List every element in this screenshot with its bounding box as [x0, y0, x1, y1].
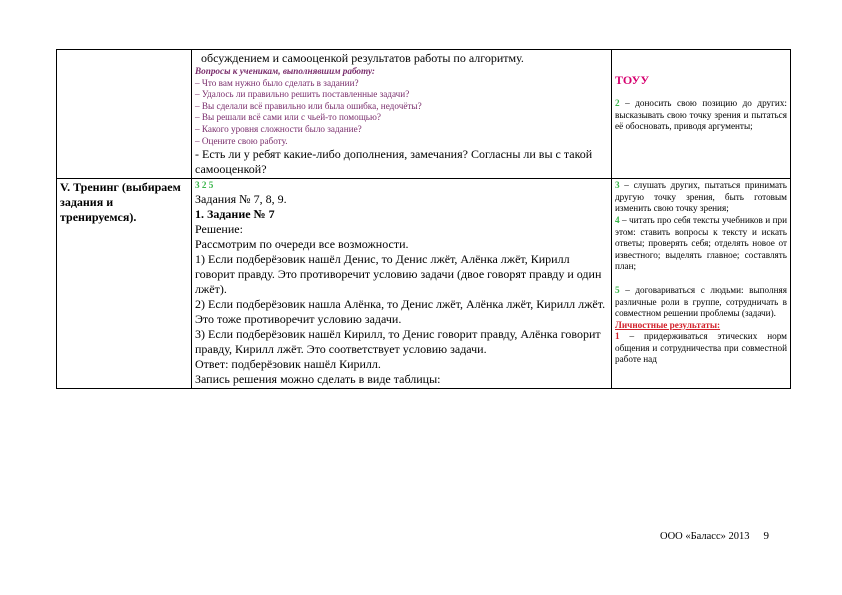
skill-text: – читать про себя тексты учебников и при этом: ставить вопросы к тексту и искать ответы; проверять себя; отделять новое от известного; выделять главное; составлять план; [615, 214, 787, 272]
main-line: обсуждением и самооценкой результатов работы по алгоритму. [201, 51, 524, 65]
solution-line: 1) Если подберёзовик нашёл Денис, то Денис лжёт, Алёнка лжёт, Кирилл говорит правду. Это противоречит условию задачи (двое говорят правду и один лжёт). [195, 251, 602, 296]
skill-item [615, 98, 787, 133]
skill-number: 5 [615, 284, 620, 295]
solution-line: Рассмотрим по очереди все возможности. [195, 236, 409, 251]
skill-number: 3 [615, 180, 620, 191]
table-row [57, 50, 791, 179]
question-item: – Какого уровня сложности было задание? [195, 123, 362, 134]
page-footer [660, 530, 769, 542]
questions-list [195, 78, 608, 148]
skills-heading: ТОУУ [615, 73, 650, 87]
questions-heading: Вопросы к ученикам, выполнявшим работу: [195, 66, 375, 76]
lesson-table [56, 49, 791, 389]
task-title: 1. Задание № 7 [195, 206, 275, 221]
table-row [57, 179, 791, 389]
solution-line: 3) Если подберёзовик нашёл Кирилл, то Денис говорит правду, Алёнка говорит правду, Кирилл лжёт. Это соответствует условию задачи. [195, 326, 601, 356]
skill-text: – слушать других, пытаться принимать другую точку зрения, быть готовым изменить свою точку зрения; [615, 180, 787, 214]
stage-cell-empty [57, 50, 192, 179]
page-number: 9 [763, 530, 770, 542]
personal-heading: Личностные результаты: [615, 319, 721, 330]
solution-line: Ответ: подберёзовик нашёл Кирилл. [195, 356, 381, 371]
skill-item [615, 215, 787, 273]
tasks-line: Задания № 7, 8, 9. [195, 191, 287, 206]
skill-text: – договариваться с людьми: выполняя различные роли в группе, сотрудничать в совместном решении проблемы (задачи). [615, 284, 787, 319]
solution-line: Запись решения можно сделать в виде таблицы: [195, 371, 441, 386]
personal-number: 1 [615, 331, 620, 342]
skill-number: 2 [615, 98, 620, 108]
skill-item [615, 285, 787, 320]
question-item: – Вы сделали всё правильно или была ошибка, недочёты? [195, 100, 422, 111]
content-cell [192, 50, 612, 179]
skill-text: – доносить свою позицию до других: высказывать свою точку зрения и пытаться её обосновать, приводя аргументы; [615, 98, 787, 132]
skill-item [615, 180, 787, 215]
question-item: – Удалось ли правильно решить поставленные задачи? [195, 89, 410, 100]
question-item: – Вы решали всё сами или с чьей-то помощью? [195, 112, 381, 123]
footer-company: ООО «Баласс» 2013 [660, 531, 750, 542]
skills-cell [612, 50, 791, 179]
solution-line: 2) Если подберёзовик нашла Алёнка, то Денис лжёт, Алёнка лжёт, Кирилл лжёт. Это тоже противоречит условию задачи. [195, 296, 606, 326]
personal-item [615, 331, 787, 366]
skill-numbers: 3 2 5 [195, 180, 214, 191]
question-item: – Что вам нужно было сделать в задании? [195, 77, 359, 88]
stage-cell [57, 179, 192, 389]
solution-text [195, 237, 608, 387]
solution-label: Решение: [195, 221, 243, 236]
question-item: – Оцените свою работу. [195, 135, 288, 146]
skills-cell [612, 179, 791, 389]
content-cell [192, 179, 612, 389]
skill-number: 4 [615, 214, 620, 225]
stage-title: V. Тренинг (выбираем задания и тренируемся). [60, 180, 181, 225]
personal-text: – придерживаться этических норм общения и сотрудничества при совместной работе над [615, 331, 787, 365]
final-question: - Есть ли у ребят какие-либо дополнения, замечания? Согласны ли вы с такой самооценкой? [195, 147, 593, 177]
